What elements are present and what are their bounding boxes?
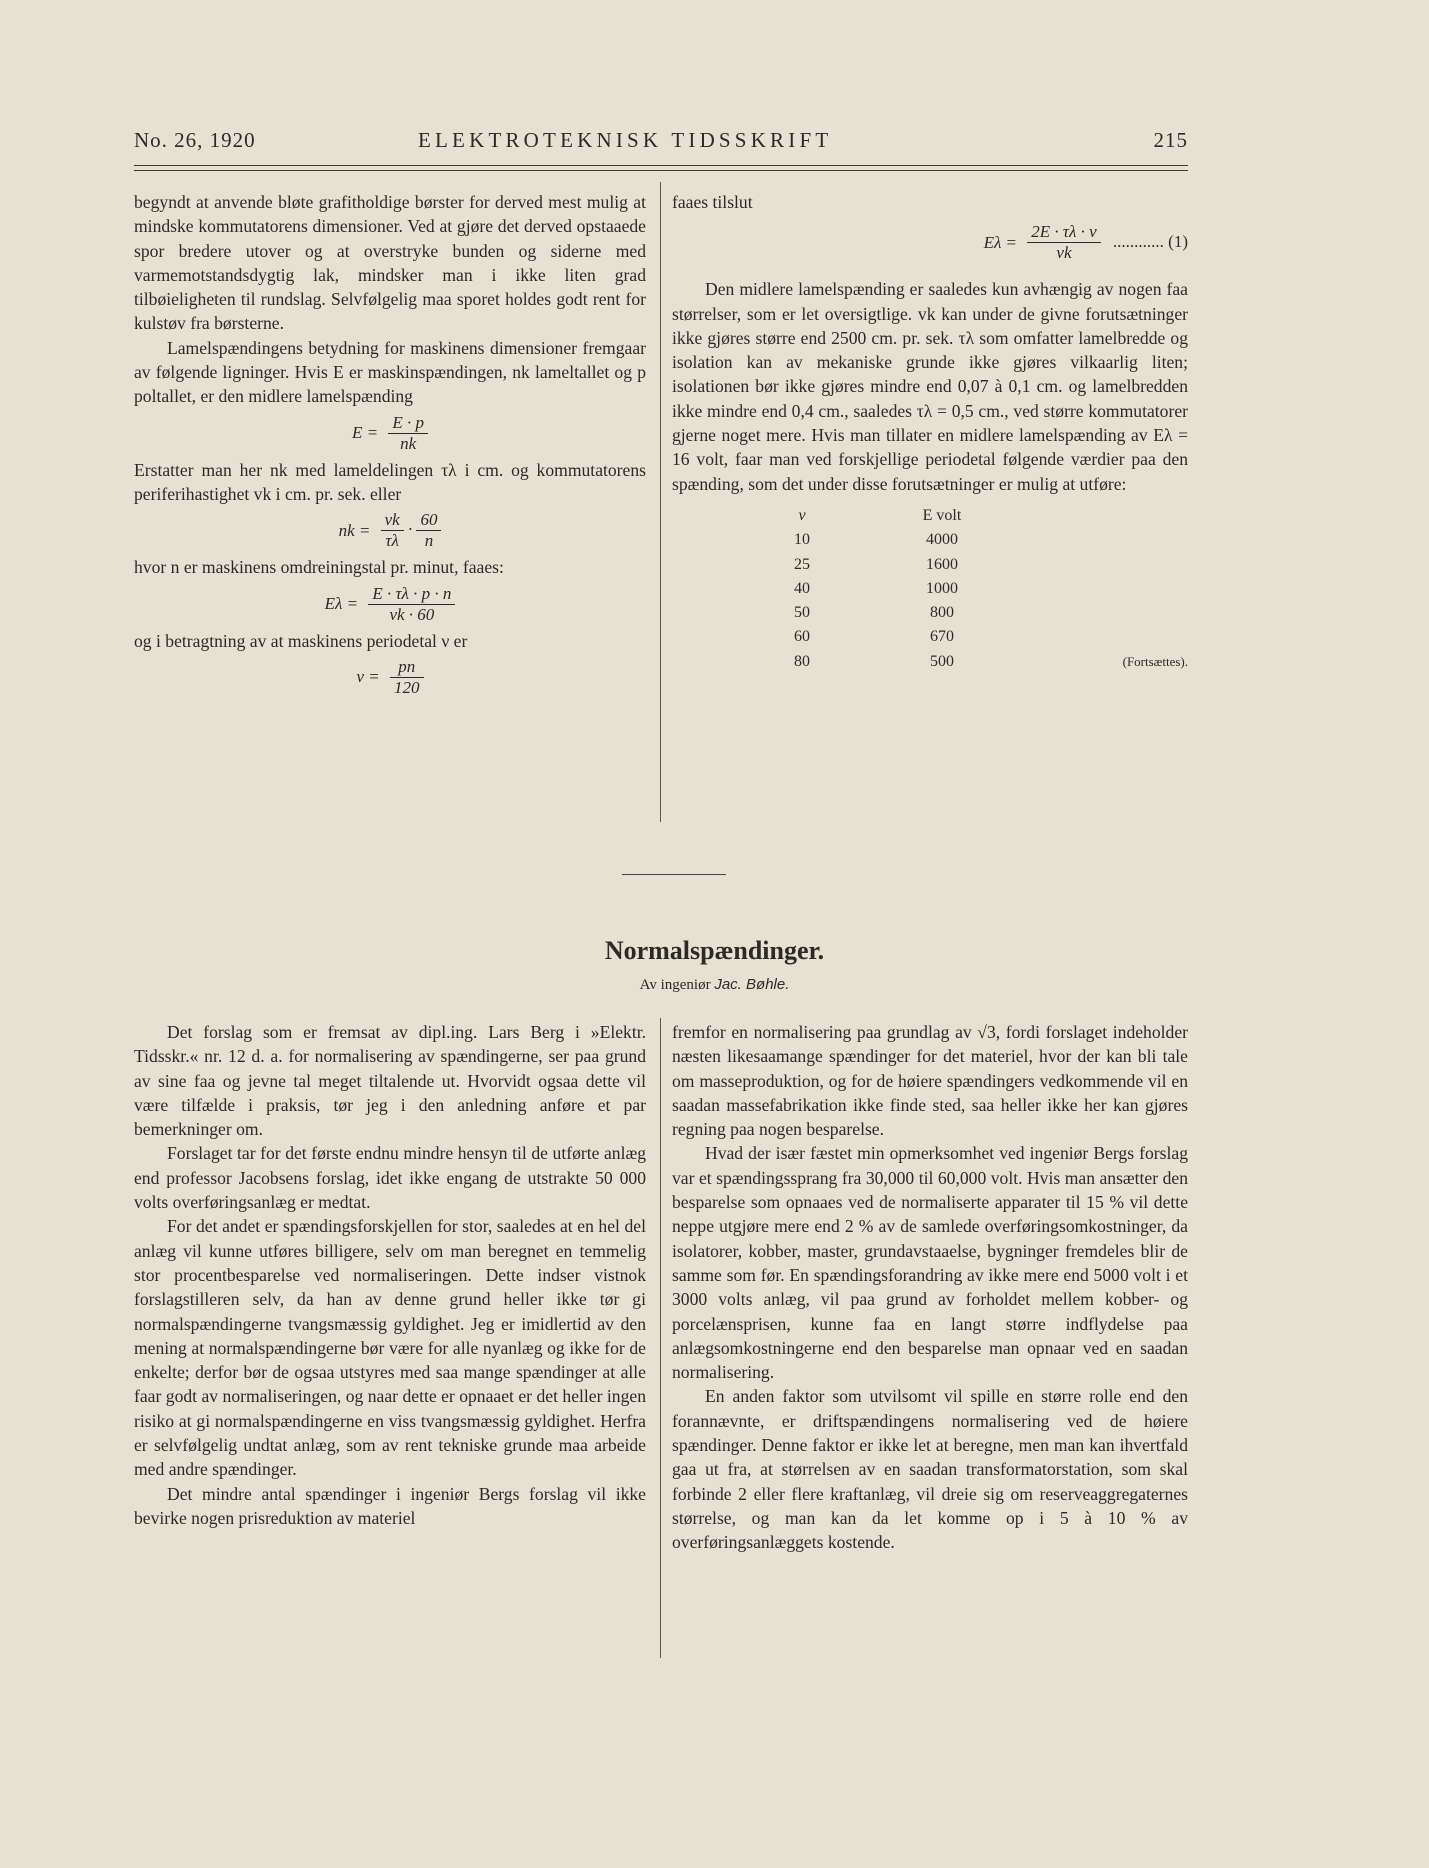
column-divider-upper [660,182,661,822]
paragraph: Lamelspændingens betydning for maskinens dimensioner fremgaar av følgende ligninger. Hvis E er maskinspændingen, nk lameltallet og p poltallet, er den midlere lamelspænding [134,337,646,407]
paragraph: fremfor en normalisering paa grundlag av √3, fordi forslaget indeholder næsten likesaamange spændinger for det materiel, hvor der kan bli tale om masseproduktion, og for de høiere spændingers vedkommende vil en saadan massefabrikation ikke finde sted, saa heller ikke her kan gjøres regning paa nogen besparelse. [672,1022,1188,1140]
paragraph: Den midlere lamelspænding er saaledes kun avhængig av nogen faa størrelser, som er let oversigtlige. vk kan under de givne forutsætninger ikke gjøres større end 2500 cm. pr. sek. τλ som omfatter lamelbredde og isolation kan av mekaniske grunde ikke gjøres vilkaarlig liten; isolationen bør ikke gjøres mindre end 0,07 à 0,1 cm. og lamelbredden ikke mindre end 0,4 cm., saaledes τλ = 0,5 cm., ved større kommutatorer gjerne noget mere. Hvis man tillater en midlere lamelspænding av Eλ = 16 volt, faar man ved forskjellige periodetal følgende værdier paa den spænding, som det under disse forutsætninger er mulig at utføre: [672,279,1188,494]
header-rule-bottom [134,170,1188,171]
article-title: Normalspændinger. [604,936,825,965]
paragraph: Forslaget tar for det første endnu mindre hensyn til de utførte anlæg end professor Jacobsens forslag, idet ikke engang de utstrakte 50 000 volts overføringsanlæg er medtat. [134,1143,646,1213]
paragraph: og i betragtning av at maskinens periodetal ν er [134,630,468,651]
continued-note: (Fortsættes). [1122,653,1188,669]
left-column-upper [134,190,646,702]
formula-1: Eλ = $\frac{2E \cdot \tau\lambda \cdot \nu}{vk}$ ............ (1) [983,222,1188,263]
page-number: 215 [1153,128,1188,152]
issue-number: No. 26, 1920 [134,128,256,152]
header-rule-top [134,165,1188,166]
paragraph: Hvad der især fæstet min opmerksomhet ved ingeniør Bergs forslag var et spændingssprang fra 30,000 til 60,000 volt. Hvis man ansætter den besparelse som opnaaes ved de normaliserte apparater til 15 % vil dette neppe utgjøre mere end 2 % av de samlede overføringsomkostninger, da isolatorer, kobber, master, grundavstaaelse, bygninger fremdeles blir de samme som før. En spændingsforandring av ikke mere end 5000 volt i et 3000 volts anlæg, vil paa grund av forholdet mellem kobber- og porcelænsprisen, kunne faa en langt større indflydelse paa anlægsomkostningerne end den besparelse man opnaar ved en saadan normalisering. [672,1143,1188,1383]
table-row: 60 670 [794,628,954,646]
right-column-lower [672,1020,1188,1555]
formula-e-lambda: Eλ = $\frac{E \cdot \tau\lambda \cdot p \cdot n}{vk \cdot 60}$ [134,584,646,625]
left-column-lower [134,1020,646,1530]
section-separator [622,874,726,875]
running-header [134,128,1188,154]
column-divider-lower [660,1018,661,1658]
formula-period: ν = $\frac{pn}{120}$ [134,657,646,698]
table-row: 40 1000 [794,579,958,597]
formula-lamel-voltage: E = $\frac{E \cdot p}{nk}$ [134,413,646,454]
table-row: 50 800 [794,604,954,622]
paragraph: Det forslag som er fremsat av dipl.ing. Lars Berg i »Elektr. Tidsskr.« nr. 12 d. a. for normalisering av spændingerne, ser paa grund av sine faa og jevne tal meget tiltalende ut. Hvorvidt ogsaa dette vil være tilfælde i praksis, tør jeg i den anledning anføre et par bemerkninger om. [134,1022,646,1140]
voltage-table [672,504,1188,674]
paragraph: begyndt at anvende bløte grafitholdige børster for derved mest mulig at mindske kommutatorens dimensioner. Ved at gjøre det derved opstaaede spor bredere utover og at overstryke bunden og siderne med varmemotstandsdygtig lak, mindsker man i ikke liten grad tilbøieligheten til rundslag. Selvfølgelig maa sporet holdes godt rent for kulstøv fra børsterne. [134,192,646,334]
equation-number: ............ (1) [1112,231,1188,251]
table-row: 10 4000 [794,531,958,549]
table-row: 80 500 (Fortsættes). [672,650,1188,674]
paragraph: hvor n er maskinens omdreiningstal pr. minut, faaes: [134,557,504,578]
journal-title: ELEKTROTEKNISK TIDSSKRIFT [418,128,833,152]
paragraph: faaes tilslut [672,192,753,212]
table-header: ν E volt [798,506,962,524]
paragraph: En anden faktor som utvilsomt vil spille en større rolle end den forannævnte, er driftspændingens normalisering ved de høiere spændinger. Denne faktor er ikke let at beregne, men man kan ihvertfald gaa ut fra, at størrelsen av en saadan transformatorstation, som skal forbinde 2 eller flere kraftanlæg, vil dreie sig om reserveaggregaternes størrelse, og man kan da let komme op i 5 à 10 % av overføringsanlæggets kostende. [672,1386,1188,1553]
table-row: 25 1600 [794,555,958,573]
byline: Av ingeniør Jac. Bøhle. [639,976,790,993]
paragraph: For det andet er spændingsforskjellen for stor, saaledes at en hel del anlæg vil kunne utføres billigere, selv om man beregnet en temmelig stor procentbesparelse ved normaliseringen. Dette indser vistnok forslagstilleren selv, da han av denne grund heller ikke tør gi normalspændingerne tvangsmæssig gyldighet. Jeg er imidlertid av den mening at normalspændingerne bør være for alle nyanlæg og ikke for de enkelte; derfor bør de ogsaa utstyres med saa mange spændinger at alle faar godt av normaliseringen, og naar dette er opnaaet er det heller ingen risiko at gi normalspændingerne en viss tvangsmæssig gyldighet. Herfra er selvfølgelig undtat anlæg, som av rent tekniske grunde maa arbeide med andre spændinger. [134,1216,646,1480]
paragraph: Det mindre antal spændinger i ingeniør Bergs forslag vil ikke bevirke nogen prisreduktion av materiel [134,1483,646,1528]
paragraph: Erstatter man her nk med lameldelingen τλ i cm. og kommutatorens periferihastighet vk i cm. pr. sek. eller [134,459,646,504]
author-name: Jac. Bøhle. [714,976,790,993]
formula-lamel-count: nk = $\frac{vk}{\tau\lambda}$ · $\frac{60}{n}$ [134,510,646,551]
right-column-upper [672,190,1188,674]
